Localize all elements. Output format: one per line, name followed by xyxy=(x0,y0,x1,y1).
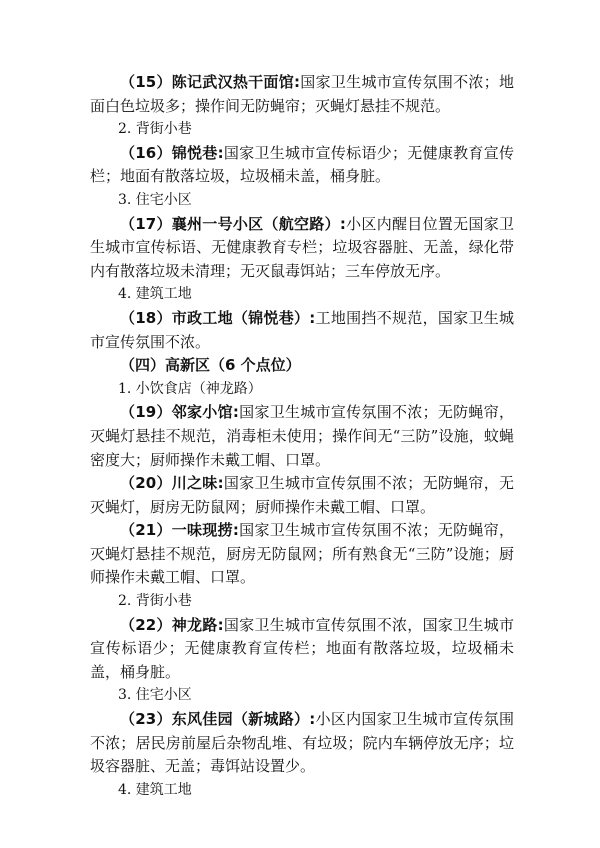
entry-heading: （21）一味现捞: xyxy=(120,521,239,540)
entry-paragraph xyxy=(90,213,514,284)
entry-paragraph xyxy=(90,401,514,472)
section-heading: （四）高新区（6 个点位） xyxy=(120,356,301,375)
entry-heading: （16）锦悦巷: xyxy=(120,143,224,162)
subsection-heading: 1. 小饮食店（神龙路） xyxy=(118,380,262,397)
entry-heading: （22）神龙路: xyxy=(120,615,224,634)
subsection-heading: 2. 背街小巷 xyxy=(118,121,192,138)
entry-body: 国家卫生城市宣传氛围不浓，国家卫生城市宣传标语少；无健康教育宣传栏；地面有散落垃圾，垃圾桶未盖，桶身脏。 xyxy=(90,615,514,681)
entry-body: 国家卫生城市宣传标语少；无健康教育宣传栏；地面有散落垃圾，垃圾桶未盖，桶身脏。 xyxy=(90,143,514,186)
entry-body: 工地围挡不规范，国家卫生城市宣传氛围不浓。 xyxy=(90,308,514,351)
entry-body: 小区内国家卫生城市宣传氛围不浓；居民房前屋后杂物乱堆、有垃圾；院内车辆停放无序；垃圾容器脏、无盖；毒饵站设置少。 xyxy=(90,710,514,776)
entry-heading: （15）陈记武汉热干面馆: xyxy=(120,73,301,91)
entry-body: 小区内醒目位置无国家卫生城市宣传标语、无健康教育专栏；垃圾容器脏、无盖，绿化带内有散落垃圾未清理；无灭鼠毒饵站；三车停放无序。 xyxy=(90,214,514,280)
entry-heading: （19）邻家小馆: xyxy=(120,403,239,422)
entry-paragraph xyxy=(90,307,514,354)
entry-paragraph xyxy=(90,614,514,685)
entry-heading: （18）市政工地（锦悦巷）: xyxy=(120,308,316,327)
subsection-heading: 4. 建筑工地 xyxy=(118,781,192,798)
entry-paragraph xyxy=(90,472,514,519)
entry-paragraph xyxy=(90,519,514,590)
entry-heading: （17）襄州一号小区（航空路）: xyxy=(120,214,346,233)
entry-body: 国家卫生城市宣传氛围不浓；无防蝇帘，灭蝇灯悬挂不规范，消毒柜未使用；操作间无“三防”设施，蚊蝇密度大；厨师操作未戴工帽、口罩。 xyxy=(90,403,514,469)
entry-body: 国家卫生城市宣传氛围不浓；无防蝇帘，无灭蝇灯，厨房无防鼠网；厨师操作未戴工帽、口罩。 xyxy=(90,474,514,516)
entry-paragraph xyxy=(90,142,514,189)
subsection-heading: 4. 建筑工地 xyxy=(118,286,192,303)
entry-heading: （20）川之味: xyxy=(120,474,224,493)
subsection-heading: 2. 背街小巷 xyxy=(118,593,192,610)
entry-body: 国家卫生城市宣传氛围不浓；无防蝇帘，灭蝇灯悬挂不规范，厨房无防鼠网；所有熟食无“三防”设施；厨师操作未戴工帽、口罩。 xyxy=(90,521,514,587)
entry-paragraph xyxy=(90,71,514,118)
subsection-heading: 3. 住宅小区 xyxy=(118,687,192,704)
subsection-heading: 3. 住宅小区 xyxy=(118,191,192,208)
entry-paragraph xyxy=(90,708,514,779)
entry-body: 国家卫生城市宣传氛围不浓；地面白色垃圾多；操作间无防蝇帘；灭蝇灯悬挂不规范。 xyxy=(90,73,514,115)
entry-heading: （23）东风佳园（新城路）: xyxy=(120,710,316,729)
